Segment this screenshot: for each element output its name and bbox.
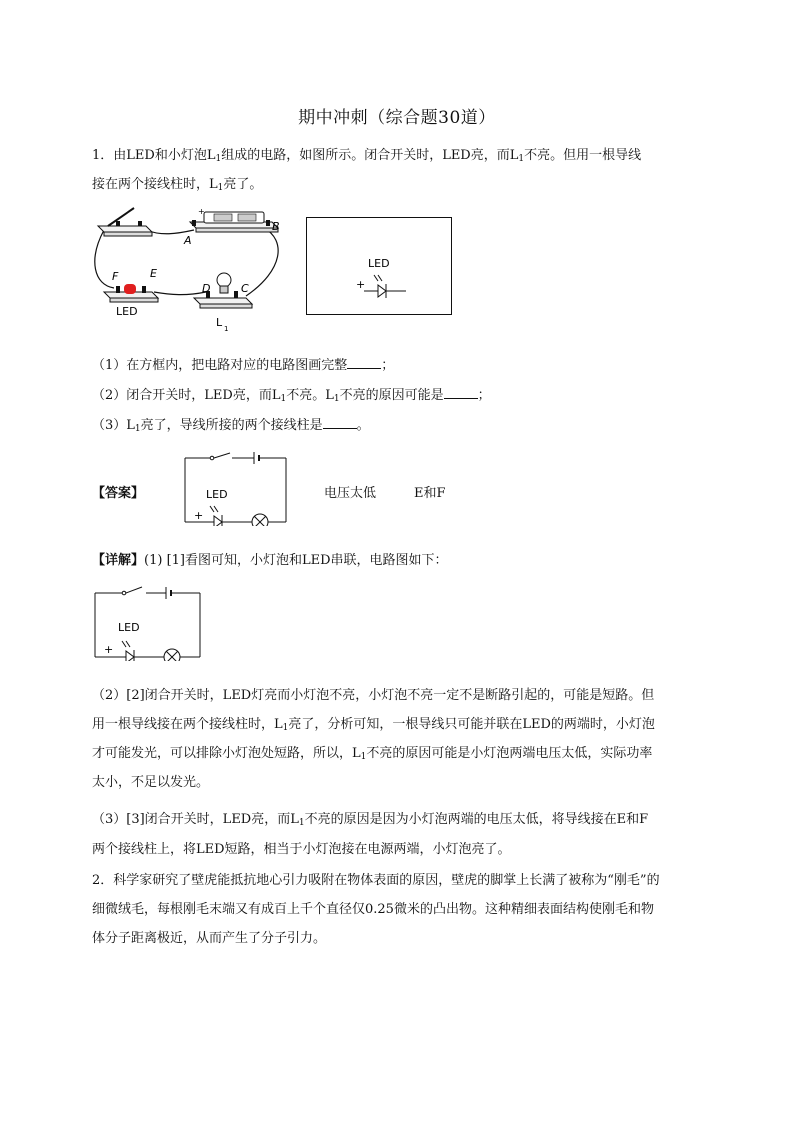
lamp-caption-sub: 1 [224, 325, 229, 333]
detail-plus-label: + [104, 643, 114, 656]
detail-label: 【详解】 [92, 553, 145, 568]
q1-part3-b: 亮了，导线所接的两个接线柱是 [140, 418, 323, 433]
answer-circuit-diagram [182, 452, 290, 526]
q1-part1-text: （1）在方框内，把电路对应的电路图画完整 [92, 358, 348, 373]
detail-circuit-diagram [92, 583, 204, 661]
q1-stem-a: 1．由LED和小灯泡L [92, 148, 216, 163]
answer-blank[interactable] [347, 357, 381, 369]
detail-d2-line3-a: 才可能发光，可以排除小灯泡处短路，所以，L [92, 746, 361, 761]
sub: 1 [518, 154, 525, 164]
q1-part3-end: 。 [356, 418, 370, 433]
detail-d3-line1 [92, 808, 648, 827]
q1-part2 [92, 384, 491, 403]
led-caption: LED [116, 305, 138, 318]
q2-line1: 2．科学家研究了壁虎能抵抗地心引力吸附在物体表面的原因，壁虎的脚掌上长满了被称为“刚毛”的 [92, 873, 660, 888]
detail-d2-line4: 太小，不足以发光。 [92, 775, 210, 790]
detail-led-label: LED [118, 621, 140, 634]
battery-plus-label: + [198, 207, 205, 216]
q1-part1-end: ； [381, 358, 395, 373]
q1-stem-b: 组成的电路，如图所示。闭合开关时，LED亮，而L [221, 148, 519, 163]
sub: 1 [134, 424, 141, 434]
terminal-c-label: C [241, 282, 249, 295]
physical-circuit-figure [86, 200, 296, 335]
answer-blank[interactable] [444, 387, 478, 399]
answer-blank[interactable] [323, 417, 357, 429]
answer-led-label: LED [206, 488, 228, 501]
sub: 1 [215, 154, 222, 164]
answer-3: E和F [414, 486, 446, 501]
detail-d3-line1-a: （3）[3]闭合开关时，LED亮，而L [92, 812, 299, 827]
terminal-a-label: A [184, 234, 192, 247]
q1-stem-line2-b: 亮了。 [223, 177, 263, 192]
terminal-f-label: F [112, 270, 119, 283]
switch-icon [98, 208, 152, 236]
lamp-caption: L [216, 316, 223, 329]
q1-part3 [92, 414, 370, 433]
q1-stem-line2-a: 接在两个接线柱时，L [92, 177, 218, 192]
sub: 1 [282, 723, 289, 733]
page-title: 期中冲刺（综合题30道） [298, 108, 496, 128]
q1-part2-b: 不亮。L [286, 388, 334, 403]
terminal-d-label: D [202, 282, 211, 295]
sub: 1 [333, 394, 340, 404]
detail-d1: (1) [1]看图可知，小灯泡和LED串联，电路图如下： [144, 553, 448, 568]
answer-2: 电压太低 [324, 486, 377, 501]
detail-d3-line1-b: 不亮的原因是因为小灯泡两端的电压太低，将导线接在E和F [304, 812, 649, 827]
terminal-e-label: E [150, 267, 157, 280]
q1-part1 [92, 354, 394, 373]
led-icon [104, 284, 158, 302]
q1-stem-line2 [92, 173, 262, 192]
detail-d2-line2 [92, 713, 655, 732]
q1-part2-end: ； [477, 388, 491, 403]
q2-line3: 体分子距离极近，从而产生了分子引力。 [92, 931, 327, 946]
terminal-b-label: B [272, 220, 280, 233]
q1-part3-a: （3）L [92, 418, 135, 433]
sub: 1 [298, 818, 305, 828]
battery-icon [190, 207, 278, 232]
box-led-label: LED [368, 257, 390, 270]
sub: 1 [280, 394, 287, 404]
detail-d2-line1: （2）[2]闭合开关时，LED灯亮而小灯泡不亮，小灯泡不亮一定不是断路引起的，可能是短路。但 [92, 688, 655, 703]
answer-plus-label: + [194, 509, 204, 522]
q1-part2-a: （2）闭合开关时，LED亮，而L [92, 388, 281, 403]
detail-d2-line2-a: 用一根导线接在两个接线柱时，L [92, 717, 283, 732]
circuit-drawing-box [306, 217, 452, 315]
sub: 1 [217, 183, 224, 193]
box-plus-label: + [356, 278, 366, 291]
answer-label: 【答案】 [92, 486, 145, 501]
sub: 1 [360, 752, 367, 762]
q2-line2: 细微绒毛，每根刚毛末端又有成百上千个直径仅0.25微米的凸出物。这种精细表面结构使刚毛和物 [92, 902, 654, 917]
detail-d2-line3-b: 不亮的原因可能是小灯泡两端电压太低，实际功率 [366, 746, 653, 761]
detail-d2-line3 [92, 742, 652, 761]
detail-d2-line2-b: 亮了，分析可知，一根导线只可能并联在LED的两端时，小灯泡 [288, 717, 655, 732]
detail-d3-line2: 两个接线柱上，将LED短路，相当于小灯泡接在电源两端，小灯泡亮了。 [92, 842, 511, 857]
q1-stem-c: 不亮。但用一根导线 [524, 148, 642, 163]
detail-line1 [92, 549, 448, 568]
q1-part2-c: 不亮的原因可能是 [339, 388, 444, 403]
q1-stem-line1 [92, 144, 641, 163]
